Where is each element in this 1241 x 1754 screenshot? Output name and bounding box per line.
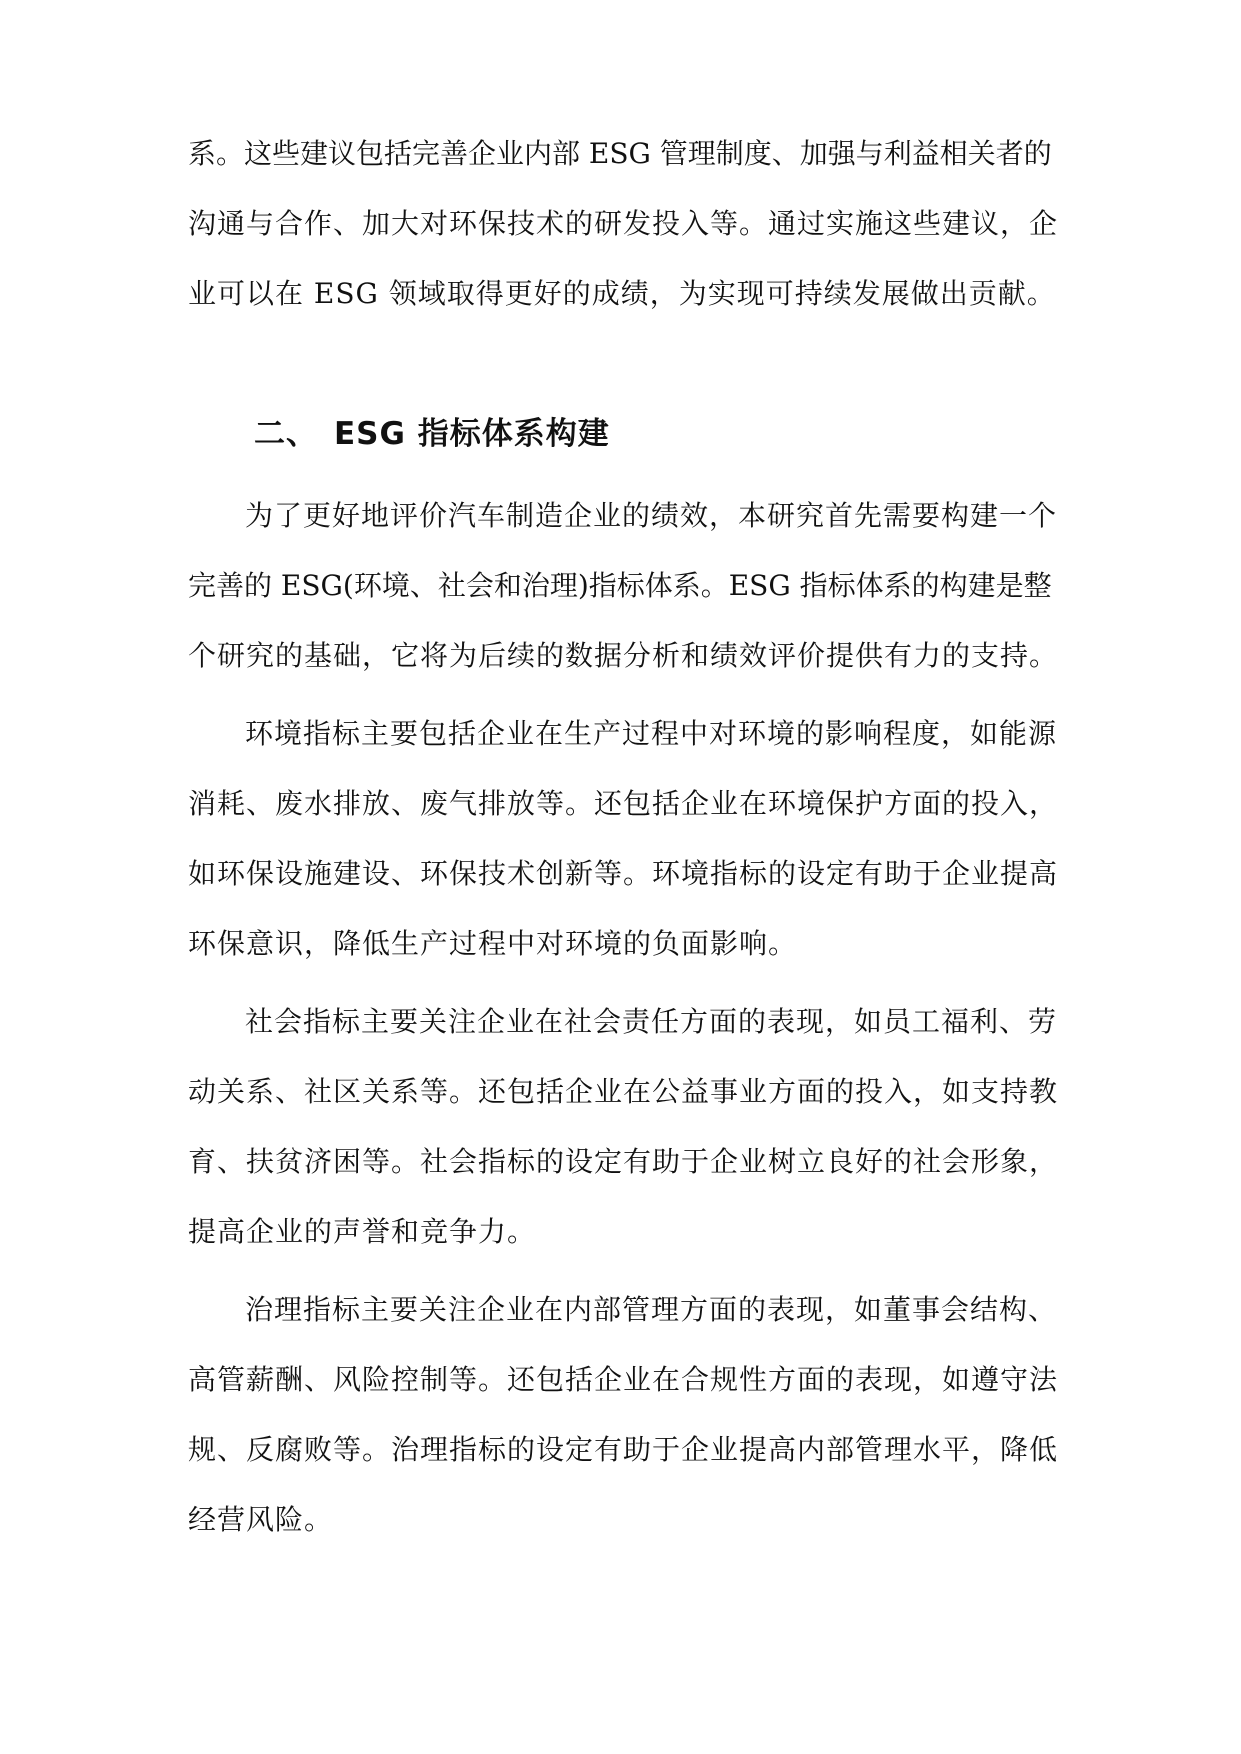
paragraph-3-line-1: 社会指标主要关注企业在社会责任方面的表现，如员工福利、劳 [245,1005,1058,1038]
paragraph-4-line-2: 高管薪酬、风险控制等。还包括企业在合规性方面的表现，如遵守法 [188,1363,1059,1396]
paragraph-2-line-3: 如环保设施建设、环保技术创新等。环境指标的设定有助于企业提高 [188,857,1059,890]
paragraph-3-line-4: 提高企业的声誉和竞争力。 [188,1215,537,1248]
paragraph-3-line-3: 育、扶贫济困等。社会指标的设定有助于企业树立良好的社会形象， [188,1145,1059,1178]
intro-line-2: 沟通与合作、加大对环保技术的研发投入等。通过实施这些建议，企 [188,207,1059,240]
intro-line-1: 系。这些建议包括完善企业内部 ESG 管理制度、加强与利益相关者的 [188,137,1052,170]
paragraph-2-line-1: 环境指标主要包括企业在生产过程中对环境的影响程度，如能源 [245,717,1058,750]
paragraph-1-line-3: 个研究的基础，它将为后续的数据分析和绩效评价提供有力的支持。 [188,639,1059,672]
paragraph-4-line-3: 规、反腐败等。治理指标的设定有助于企业提高内部管理水平，降低 [188,1433,1059,1466]
intro-line-3: 业可以在 ESG 领域取得更好的成绩，为实现可持续发展做出贡献。 [188,277,1056,310]
paragraph-1-line-2: 完善的 ESG(环境、社会和治理)指标体系。ESG 指标体系的构建是整 [188,569,1052,602]
paragraph-2-line-4: 环保意识，降低生产过程中对环境的负面影响。 [188,927,798,960]
paragraph-1-line-1: 为了更好地评价汽车制造企业的绩效，本研究首先需要构建一个 [245,499,1058,532]
section-title: ESG 指标体系构建 [334,416,610,452]
paragraph-4-line-1: 治理指标主要关注企业在内部管理方面的表现，如董事会结构、 [245,1293,1058,1326]
section-heading [254,412,610,456]
paragraph-3-line-2: 动关系、社区关系等。还包括企业在公益事业方面的投入，如支持教 [188,1075,1059,1108]
paragraph-4-line-4: 经营风险。 [188,1503,334,1536]
section-number: 二、 [254,416,318,452]
paragraph-2-line-2: 消耗、废水排放、废气排放等。还包括企业在环境保护方面的投入， [188,787,1059,820]
